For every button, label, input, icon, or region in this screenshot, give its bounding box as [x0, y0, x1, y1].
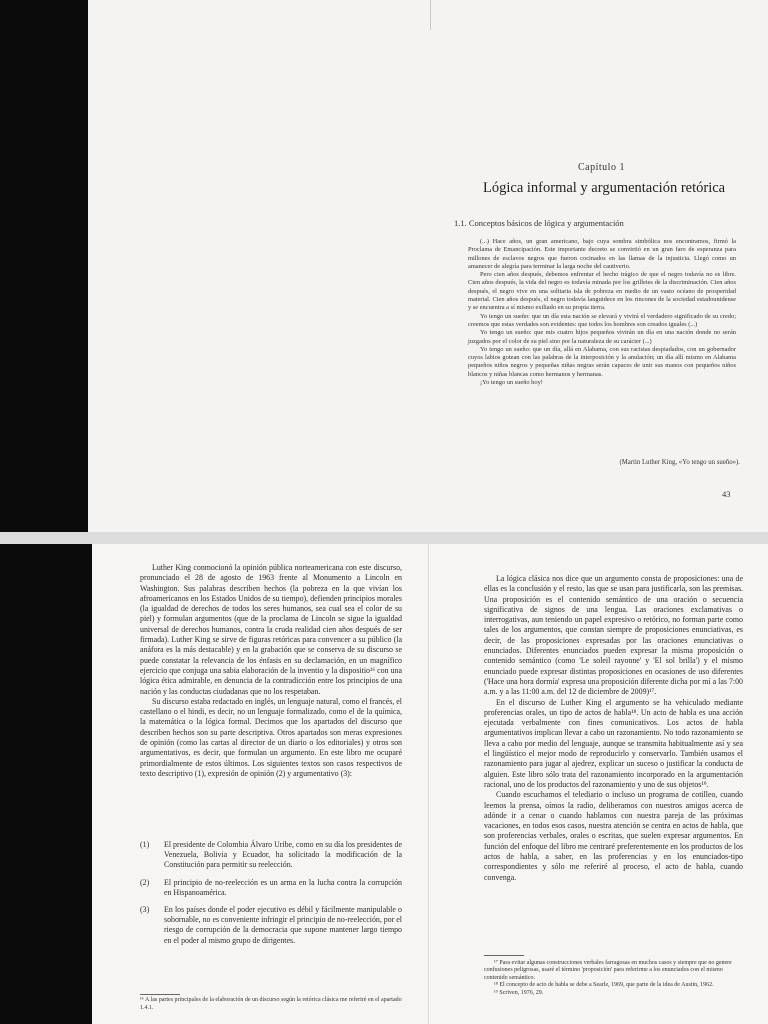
quote-paragraph: Pero cien años después, debemos enfrentar el hecho trágico de que el negro todavía no es libre. Cien años después, la vida del negro es todavía minada por los grilletes de la discriminación. Cien años después, el negro vive en una solitaria isla de pobreza en medio de un vasto océano de prosperidad material. Cien años después, el negro todavía languidece en los rincones de la sociedad estadounidense y se encuentra a sí mismo exiliado en su propia tierra. [468, 271, 736, 312]
binding-mark-top [430, 0, 431, 30]
section-heading: 1.1. Conceptos básicos de lógica y argumentación [454, 218, 624, 228]
scan-separator [0, 532, 768, 544]
footnote-19: ¹⁹ Scriven, 1976, 29. [494, 989, 544, 996]
epigraph-quote [468, 238, 736, 387]
footnote-17: ¹⁷ Para evitar algunas construcciones verbales farragosas en muchos casos y siempre que no genere confusiones peligrosas, usaré el término 'proposición' para referirme a los enunciados con el mismo contenido semántico. [484, 960, 732, 981]
body-paragraph: En el discurso de Luther King el argumento se ha vehiculado mediante proferencias orales, un tipo de actos de habla¹⁸. Un acto de habla es una acción ejecutada verbalmente con fines comunicativos. Los actos de habla argumentativos implican llevar a cabo un razonamiento. No todo razonamiento se lleva a cabo por medio del lenguaje, aunque se transmita habitualmente así y sea el lingüístico el mejor modo de reproducirlo y conservarlo. También usamos el razonamiento para jugar al ajedrez, explicar un suceso o justificar la conducta de alguien. Este libro sólo trata del razonamiento incorporado en la argumentación racional, uno de los productos del razonamiento y uno de sus objetos¹⁹. [484, 697, 743, 789]
footnote-16: ¹⁶ A las partes principales de la elaboración de un discurso según la retórica clásica me referiré en el apartado 1.4.1. [140, 997, 402, 1011]
list-item [140, 905, 402, 946]
list-item-number: (3) [140, 905, 150, 915]
quote-paragraph: Yo tengo un sueño: que un día, allá en Alabama, con sus racistas despiadados, con un gobernador cuyos labios gotean con las palabras de la interposición y la anulación; un día allí mismo en Alabama pequeños niños negros y pequeñas niñas negras serán capaces de unir sus manos con pequeños niños blancos y niñas blancas como hermanos y hermanas. [468, 345, 736, 378]
quote-attribution: (Martin Luther King, «Yo tengo un sueño»). [619, 459, 740, 466]
page-number: 43 [722, 489, 731, 499]
body-paragraph: Luther King conmocionó la opinión pública norteamericana con este discurso, pronunciado el 28 de agosto de 1963 frente al Monumento a Lincoln en Washington. Sus palabras describen hechos (la pobreza en la que vivían los afroamericanos en los Estados Unidos de su tiempo), defienden principios morales (la igualdad de derechos de todos los seres humanos, sea cual sea el color de su piel) y formulan argumentos (que de la proclama de Lincoln se sigue la igualdad universal de derechos humanos, contra la cruda realidad cien años después de ser firmada). Luther King se sirve de figuras retóricas para convencer a su público (la anáfora es la más destacable) y en la grabación que se conserva de su discurso se puede constatar la relevancia de los énfasis en su declamación, en un magnífico ejercicio que conjuga una sabia elaboración de la inventio y la dispositio¹⁶ con una lógica ética admirable, en denuncia de la contradicción entre los principios de una nación y las conductas ciudadanas que no los respetaban. [140, 563, 402, 696]
body-paragraph: Cuando escuchamos el telediario o incluso un programa de cotilleo, cuando leemos la prensa, oímos la radio, deliberamos con nuestros amigos acerca de adónde ir a cenar o cuando hablamos con nuestra pareja de las próximas vacaciones, en todos esos casos, nuestra atención se centra en actos de habla, que son proferencias verbales, orales o escritas, que suelen expresar argumentos. En función del enfoque del libro me centraré preferentemente en los productos de los actos de habla, a saber, en las proferencias y en los enunciados-tipo correspondientes y sólo me referiré al proceso, el acto de habla, cuando convenga. [484, 790, 743, 882]
scan-margin-dark-bottom [0, 544, 92, 1024]
quote-paragraph: ¡Yo tengo un sueño hoy! [480, 379, 543, 387]
scan-margin-dark-top [0, 0, 88, 532]
quote-paragraph: (...) Hace años, un gran americano, bajo cuya sombra simbólica nos encontramos, firmó la Proclama de Emancipación. Este importante decreto se convirtió en un gran faro de esperanza para millones de esclavos negros que fueron cocinados en las llamas de la injusticia. Llegó como un amanecer de alegría para terminar la larga noche del cautiverio. [468, 238, 736, 270]
spread-gutter [428, 544, 429, 1024]
left-column-body [140, 563, 402, 779]
right-column-body [484, 574, 743, 883]
footnote-18: ¹⁸ El concepto de acto de habla se debe a Searle, 1969, que parte de la idea de Austin, 1962. [494, 982, 714, 989]
list-item-text: En los países donde el poder ejecutivo es débil y fácilmente manipulable o sobornable, no es conveniente infringir el principio de no-reelección, por el riesgo de corrupción de la democracia que supone mantener largo tiempo en el poder al mismo grupo de dirigentes. [164, 905, 402, 945]
body-paragraph: Su discurso estaba redactado en inglés, un lenguaje natural, como el francés, el castellano o el hindi, es decir, no un lenguaje formalizado, como el de la química, la matemática o la lógica formal. Decimos que los apartados del discurso que describen hechos son su parte descriptiva. Otros apartados son meras expresiones de opinión (como las cartas al director de un diario o los editoriales) y otros son argumentativos, es decir, que formulan un argumento. En este libro me ocuparé primordialmente de estos últimos. Los siguientes textos son casos respectivos de texto descriptivo (1), expresión de opinión (2) y argumentativo (3): [140, 696, 402, 778]
footnote-rule [140, 994, 180, 995]
list-item-text: El principio de no-reelección es un arma en la lucha contra la corrupción en Hispanoamérica. [164, 877, 402, 897]
footnotes-right [484, 960, 743, 997]
list-item-number: (2) [140, 877, 150, 887]
footnote-rule [484, 955, 524, 956]
chapter-title: Lógica informal y argumentación retórica [483, 180, 726, 196]
chapter-label: Capítulo 1 [578, 162, 625, 173]
list-item-text: El presidente de Colombia Álvaro Uribe, como en su día los presidentes de Venezuela, Bolivia y Ecuador, ha solicitado la modificación de la Constitución para permitir su reelección. [164, 840, 402, 870]
quote-paragraph: Yo tengo un sueño: que un día esta nación se elevará y vivirá el verdadero significado de su credo; creemos que estas verdades son evidentes: que todos los hombres son creados iguales (...) [468, 312, 736, 328]
body-paragraph: La lógica clásica nos dice que un argumento consta de proposiciones: una de ellas es la conclusión y el resto, las que se usan para justificarla, son las premisas. Una proposición es el contenido semántico de una oración o secuencia significativa de signos de una lengua. Las oraciones exclamativas o interrogativas, aun teniendo un papel expresivo o retórico, no forman parte como tales de los argumentos, que constan siempre de proposiciones enunciativas, es decir, de las proposiciones expresadas por las oraciones enunciativas o enunciados. Diferentes enunciados pueden expresar la misma proposición o contenido semántico (como 'Le soleil rayonne' y 'El sol brilla') y el mismo enunciado puede expresar distintas proposiciones en ocasiones de uso diferentes ('Hace una hora dormía' expresa una proposición diferente dicha por mí a las 7:00 a.m. y a las 11:00 a.m. del 12 de diciembre de 2009)¹⁷. [484, 574, 743, 697]
list-item [140, 878, 402, 898]
examples-list [140, 840, 402, 953]
list-item [140, 840, 402, 871]
list-item-number: (1) [140, 840, 150, 849]
quote-paragraph: Yo tengo un sueño: que mis cuatro hijos pequeños vivirán un día en una nación donde no serán juzgados por el color de su piel sino por la naturaleza de su carácter (...) [468, 329, 736, 345]
